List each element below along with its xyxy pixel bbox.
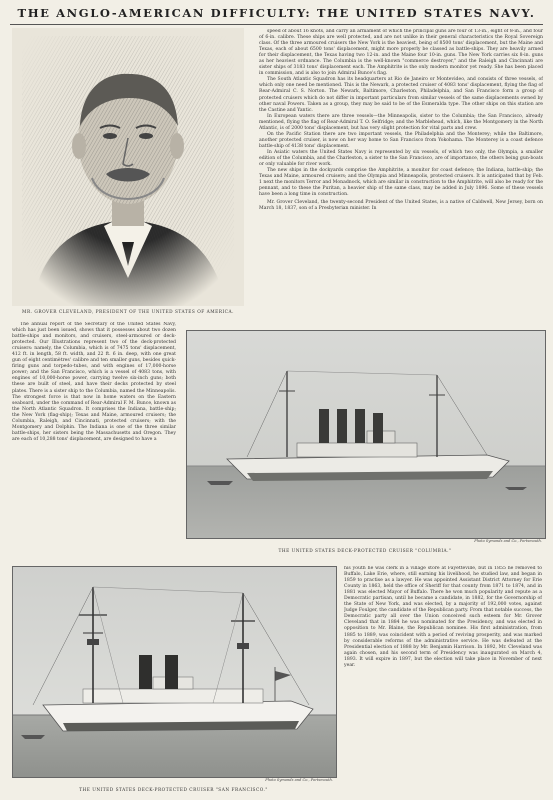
paragraph: speed of about 16 knots, and carry an armament of which the principal guns are four of 13-in., eight of 8-in., and four of 6-in. calibre. These ships are well protected, and are not unlike in their general characteristics the Royal Sovereign class. Of the three armoured cruisers the New York is the heaviest, being of 8500 tons' displacement, but the Maine and Texas, each of about 6500 tons' displacement, might more properly be classed as battle-ships. They are heavily armed for their displacement, the Texas having two 12-in. and the Maine four 10-in. guns. The New York carries six 8-in. guns as her heaviest ordnance. The Columbia is the well-known "commerce destroyer," and the Raleigh and Cincinnati are sister ships of 3183 tons' displacement each. The Amphitrite is the only modern monitor yet ready. She has been placed in commission, and is also to join Admiral Bunce's flag.	[259, 29, 543, 77]
paragraph: The annual report of the Secretary of the United States Navy, which has just been issued, shows that it possesses about two dozen battle-ships and monitors, and cruisers, steel-armoured or deck-protected. Our Illustrations represent two of the deck-protected cruisers: namely, the Columbia, which is of 7475 tons' displacement, 412 ft. in length, 58 ft. width, and 22 ft. 6 in. deep, with one great gun of eight centimètres' calibre and ten smaller guns, besides quick-firing guns and torpedo-tubes, and with engines of 17,000-horse power; and the San Francisco, which is a vessel of 4083 tons, with engines of 10,000-horse power, carrying twelve six-inch guns; both these are built of steel, and have their decks protected by steel plates. There is a sister ship to the Columbia, named the Minneapolis. The strongest force is that now in home waters on the Eastern seaboard, under the command of Rear-Admiral F. M. Bunce, known as the North Atlantic Squadron. It comprises the Indiana, battle-ship; the New York (flag-ship); Texas and Maine, armoured cruisers; the Columbia, Raleigh, and Cincinnati, protected cruisers; with the Montgomery and Dolphin. The Indiana is one of the three similar battle-ships, her sisters being the Massachusetts and Oregon. They are each of 10,288 tons' displacement, are designed to have a	[12, 322, 176, 442]
columbia-photo-credit: Photo Symonds and Co., Portsmouth.	[474, 539, 542, 543]
san-francisco-photo	[12, 566, 337, 778]
paragraph: In Asiatic waters the United States Navy is represented by six vessels, of which two only, the Olympia, a smaller edition of the Columbia, and the Charleston, a sister to the San Francisco, are of importance, the others being gun-boats or only valuable for river work.	[259, 149, 543, 168]
article-column-top-right	[259, 29, 543, 322]
paragraph: On the Pacific Station there are two important vessels, the Philadelphia and the Monterey; while the Baltimore, another protected cruiser, is now on her way home to San Francisco from Yokohama. The Monterey is a coast defence battle-ship of 4138 tons' displacement.	[259, 131, 543, 149]
paragraph: In European waters there are three vessels—the Minneapolis, sister to the Columbia; the San Francisco, already mentioned, flying the flag of Rear-Admiral T. O. Selfridge; and the Marblehead, which, like the Montgomery in the North Atlantic, is of 2000 tons' displacement, but has very slight protection for vital parts and crew.	[259, 113, 543, 131]
header-rule	[10, 24, 543, 25]
columbia-photo	[186, 330, 546, 539]
san-francisco-photo-credit: Photo Symonds and Co., Portsmouth.	[265, 778, 333, 782]
paragraph: his youth he was clerk in a village store at Fayetteville, but in 1855 he removed to Buffalo, Lake Erie, where, still earning his livelihood, he studied law, and began in 1859 to practise as a lawyer. He was appointed Assistant District Attorney for Erie County in 1863, held the office of Sheriff for that county from 1871 to 1874, and in 1881 was elected Mayor of Buffalo. There he won much popularity and repute as a Democratic partisan, until he became a candidate, in 1882, for the Governorship of the State of New York, and was elected, by a majority of 192,000 votes, against Judge Foulger, the candidate of the Republican party. From that notable success, the Democratic party all over the Union conceived such esteem for Mr. Grover Cleveland that in 1884 he was nominated for the Presidency, and was elected in opposition to Mr. Blaine, the Republican nominee. His first administration, from 1885 to 1889, was coincident with a period of reviving prosperity, and was marked by considerable reforms of the administrative service. He was defeated at the Presidential election of 1888 by Mr. Benjamin Harrison. In 1892, Mr. Cleveland was again chosen, and his second term of Presidency was inaugurated on March 4, 1893. It will expire in 1897, but the election will take place in November of next year.	[344, 566, 542, 668]
paragraph: The South Atlantic Squadron has its headquarters at Rio de Janeiro or Montevideo, and consists of three vessels, of which only one need be mentioned. This is the Newark, a protected cruiser of 4083 tons' displacement, flying the flag of Rear-Admiral C. S. Norton. The Newark, Baltimore, Charleston, Philadelphia, and San Francisco form a group of protected cruisers which do not differ in important particulars from similar vessels of the same displacements owned by other naval Powers. Taken as a group, they may be said to be of the Esmeralda type. The other ships on this station are the Castine and Yantic.	[259, 77, 543, 113]
columbia-caption: THE UNITED STATES DECK-PROTECTED CRUISER "COLUMBIA."	[278, 549, 452, 554]
paragraph: The new ships in the dockyards comprise the Amphitrite, a monitor for coast defence; the Indiana, battle-ship; the Texas and Maine, armoured cruisers; and the Olympia and Minneapolis, protected cruisers. It is anticipated that by Feb. 1 next the monitors Terror and Monadnock, which are similar in construction to the Amphitrite, will also be ready for the pennant, and to these the Puritan, a heavier ship of the same class, may be added in July 1896. Some of these vessels have been a long time in construction.	[259, 168, 543, 198]
paragraph: Mr. Grover Cleveland, the twenty-second President of the United States, is a native of Caldwell, New Jersey, born on March 18, 1837, son of a Presbyterian minister. In	[259, 200, 543, 212]
portrait-engraving	[12, 28, 244, 306]
article-column-bottom-right	[344, 566, 542, 782]
article-column-middle-left	[12, 322, 176, 554]
san-francisco-caption: THE UNITED STATES DECK-PROTECTED CRUISER "SAN FRANCISCO."	[79, 788, 268, 793]
portrait-caption: MR. GROVER CLEVELAND, PRESIDENT OF THE UNITED STATES OF AMERICA.	[22, 310, 234, 315]
page-headline: THE ANGLO-AMERICAN DIFFICULTY: THE UNITED STATES NAVY.	[17, 6, 536, 20]
